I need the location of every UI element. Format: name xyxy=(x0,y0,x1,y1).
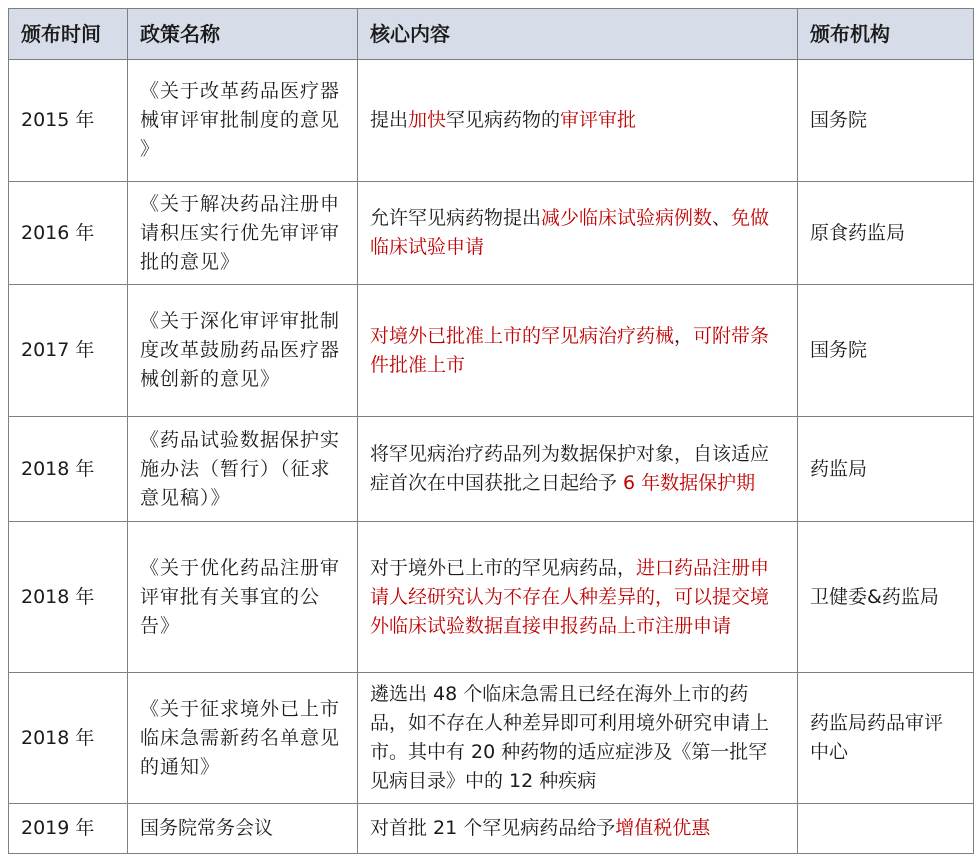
cell-policy-name: 《药品试验数据保护实施办法（暂行）（征求意见稿）》 xyxy=(128,417,358,522)
highlight-text: 对境外已批准上市的罕见病治疗药械 xyxy=(370,324,675,347)
header-content: 核心内容 xyxy=(358,9,798,60)
content-text: ， xyxy=(674,324,694,347)
highlight-text: 减少临床试验病例数 xyxy=(541,207,713,229)
table-row xyxy=(9,285,974,417)
highlight-text: 进口药品注册申请人经研究认为不存在人种差异的，可以提交境外临床试验数据直接申报药品上市注册申请 xyxy=(370,556,770,637)
policy-table xyxy=(8,8,974,854)
highlight-text: 免做临床试验申请 xyxy=(370,207,770,258)
cell-time: 2018 年 xyxy=(9,522,128,673)
cell-agency: 原食药监局 xyxy=(798,182,974,285)
header-agency: 颁布机构 xyxy=(798,9,974,60)
cell-agency: 国务院 xyxy=(798,60,974,182)
content-text: 将罕见病治疗药品列为数据保护对象，自该适应症首次在中国获批之日起给予 xyxy=(370,443,770,494)
header-time: 颁布时间 xyxy=(9,9,128,60)
cell-policy-name: 《关于优化药品注册审评审批有关事宜的公告》 xyxy=(128,522,358,673)
cell-policy-name: 《关于征求境外已上市临床急需新药名单意见的通知》 xyxy=(128,673,358,804)
cell-time: 2016 年 xyxy=(9,182,128,285)
cell-content xyxy=(358,522,798,673)
table-header-row xyxy=(9,9,974,60)
table-row xyxy=(9,673,974,804)
cell-agency: 药监局药品审评中心 xyxy=(798,673,974,804)
cell-agency: 药监局 xyxy=(798,417,974,522)
highlight-text: 增值税优惠 xyxy=(615,817,711,839)
cell-content xyxy=(358,417,798,522)
cell-time: 2018 年 xyxy=(9,673,128,804)
highlight-text: 6 年数据保护期 xyxy=(623,472,756,494)
cell-agency xyxy=(798,804,974,854)
cell-content xyxy=(358,804,798,854)
table-row xyxy=(9,522,974,673)
table-row xyxy=(9,804,974,854)
content-text: 、 xyxy=(712,207,732,229)
cell-time: 2019 年 xyxy=(9,804,128,854)
content-text: 遴选出 48 个临床急需且已经在海外上市的药品，如不存在人种差异即可利用境外研究申请上市。其中有 20 种药物的适应症涉及《第一批罕见病目录》中的 12 种疾病 xyxy=(370,683,770,792)
table-row xyxy=(9,182,974,285)
cell-content xyxy=(358,60,798,182)
table-row xyxy=(9,417,974,522)
highlight-text: 可附带条件批准上市 xyxy=(370,324,770,376)
cell-time: 2015 年 xyxy=(9,60,128,182)
cell-agency: 卫健委&药监局 xyxy=(798,522,974,673)
cell-policy-name: 《关于解决药品注册申请积压实行优先审评审批的意见》 xyxy=(128,182,358,285)
cell-agency: 国务院 xyxy=(798,285,974,417)
cell-content xyxy=(358,285,798,417)
content-text: 提出 xyxy=(370,109,409,131)
cell-time: 2018 年 xyxy=(9,417,128,522)
content-text: 对首批 21 个罕见病药品给予 xyxy=(370,817,616,839)
content-text: 允许罕见病药物提出 xyxy=(370,207,542,229)
cell-time: 2017 年 xyxy=(9,285,128,417)
table-row xyxy=(9,60,974,182)
cell-policy-name: 《关于深化审评审批制度改革鼓励药品医疗器械创新的意见》 xyxy=(128,285,358,417)
cell-content xyxy=(358,673,798,804)
content-text: 对于境外已上市的罕见病药品， xyxy=(370,556,637,579)
cell-content xyxy=(358,182,798,285)
content-text: 罕见病药物的 xyxy=(446,109,561,131)
cell-policy-name: 《关于改革药品医疗器械审评审批制度的意见 》 xyxy=(128,60,358,182)
cell-policy-name: 国务院常务会议 xyxy=(128,804,358,854)
highlight-text: 审评审批 xyxy=(560,109,637,131)
highlight-text: 加快 xyxy=(408,109,447,131)
header-name: 政策名称 xyxy=(128,9,358,60)
